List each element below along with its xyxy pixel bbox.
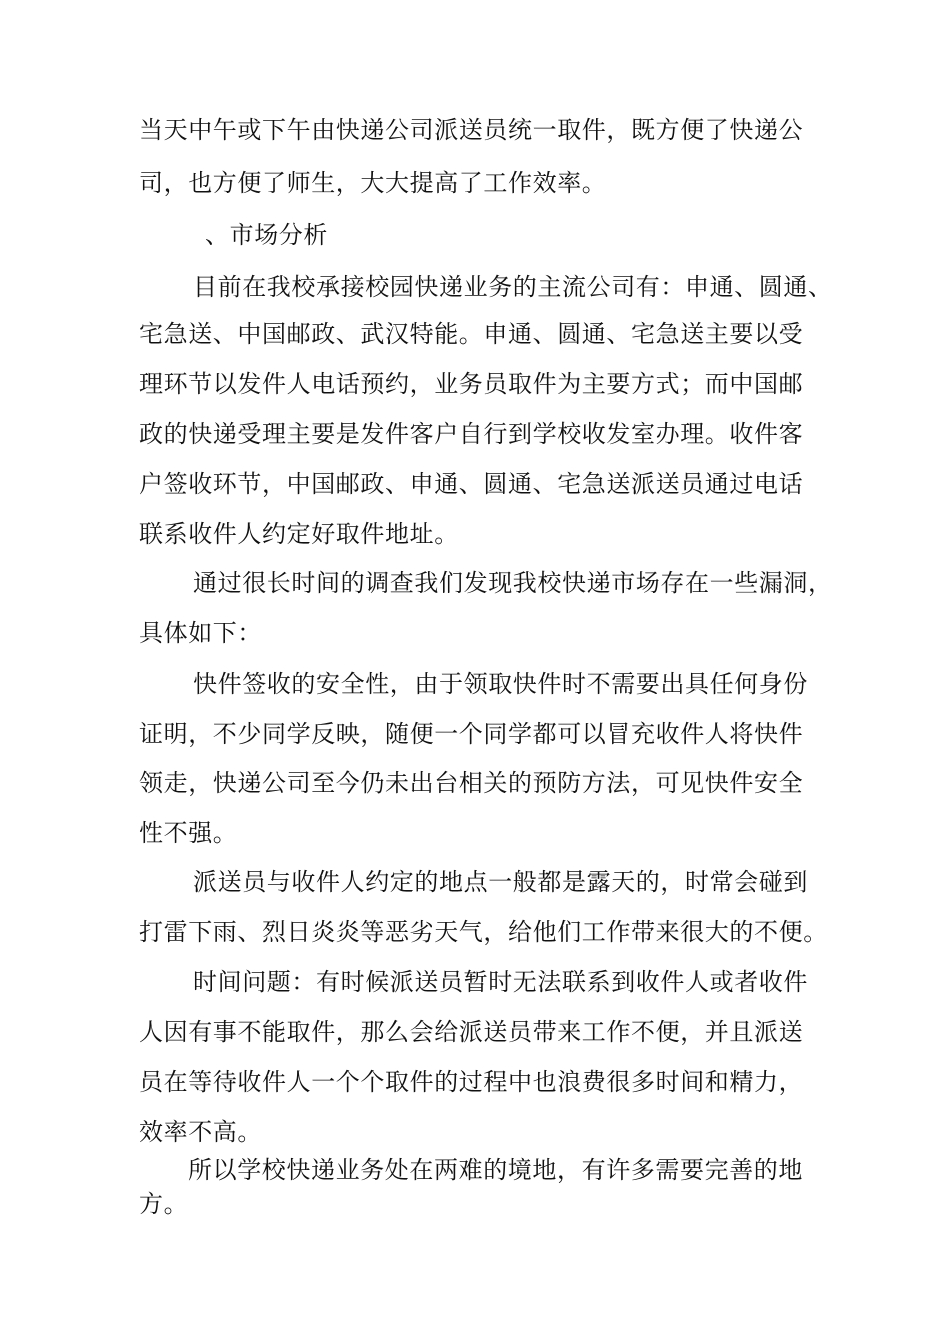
paragraph-6-line-1: 时间问题：有时候派送员暂时无法联系到收件人或者收件 — [193, 968, 808, 996]
paragraph-2-line-6: 联系收件人约定好取件地址。 — [139, 520, 459, 548]
paragraph-2-line-3: 理环节以发件人电话预约，业务员取件为主要方式；而中国邮 — [139, 370, 804, 398]
paragraph-6-line-4: 效率不高。 — [139, 1118, 262, 1146]
paragraph-6-line-2: 人因有事不能取件，那么会给派送员带来工作不便，并且派送 — [139, 1018, 804, 1046]
paragraph-3-line-2: 具体如下： — [139, 619, 262, 647]
paragraph-2-line-2: 宅急送、中国邮政、武汉特能。申通、圆通、宅急送主要以受 — [139, 320, 804, 348]
paragraph-2-line-4: 政的快递受理主要是发件客户自行到学校收发室办理。收件客 — [139, 420, 804, 448]
paragraph-6-line-3: 员在等待收件人一个个取件的过程中也浪费很多时间和精力， — [139, 1068, 804, 1096]
section-heading: 、市场分析 — [205, 221, 328, 249]
paragraph-3-line-1: 通过很长时间的调查我们发现我校快递市场存在一些漏洞， — [193, 569, 833, 597]
paragraph-4-line-1: 快件签收的安全性，由于领取快件时不需要出具任何身份 — [193, 670, 808, 698]
paragraph-1-line-1: 当天中午或下午由快递公司派送员统一取件，既方便了快递公 — [139, 116, 804, 144]
paragraph-2-line-5: 户签收环节，中国邮政、申通、圆通、宅急送派送员通过电话 — [139, 470, 804, 498]
paragraph-7-line-1: 所以学校快递业务处在两难的境地，有许多需要完善的地 — [188, 1156, 803, 1184]
paragraph-4-line-4: 性不强。 — [139, 819, 238, 847]
paragraph-4-line-2: 证明，不少同学反映，随便一个同学都可以冒充收件人将快件 — [139, 720, 804, 748]
paragraph-1-line-2: 司，也方便了师生，大大提高了工作效率。 — [139, 169, 607, 197]
paragraph-5-line-2: 打雷下雨、烈日炎炎等恶劣天气，给他们工作带来很大的不便。 — [139, 918, 828, 946]
paragraph-4-line-3: 领走，快递公司至今仍未出台相关的预防方法，可见快件安全 — [139, 769, 804, 797]
paragraph-2-line-1: 目前在我校承接校园快递业务的主流公司有：申通、圆通、 — [193, 273, 833, 301]
paragraph-7-line-2: 方。 — [139, 1190, 189, 1218]
paragraph-5-line-1: 派送员与收件人约定的地点一般都是露天的，时常会碰到 — [193, 868, 808, 896]
